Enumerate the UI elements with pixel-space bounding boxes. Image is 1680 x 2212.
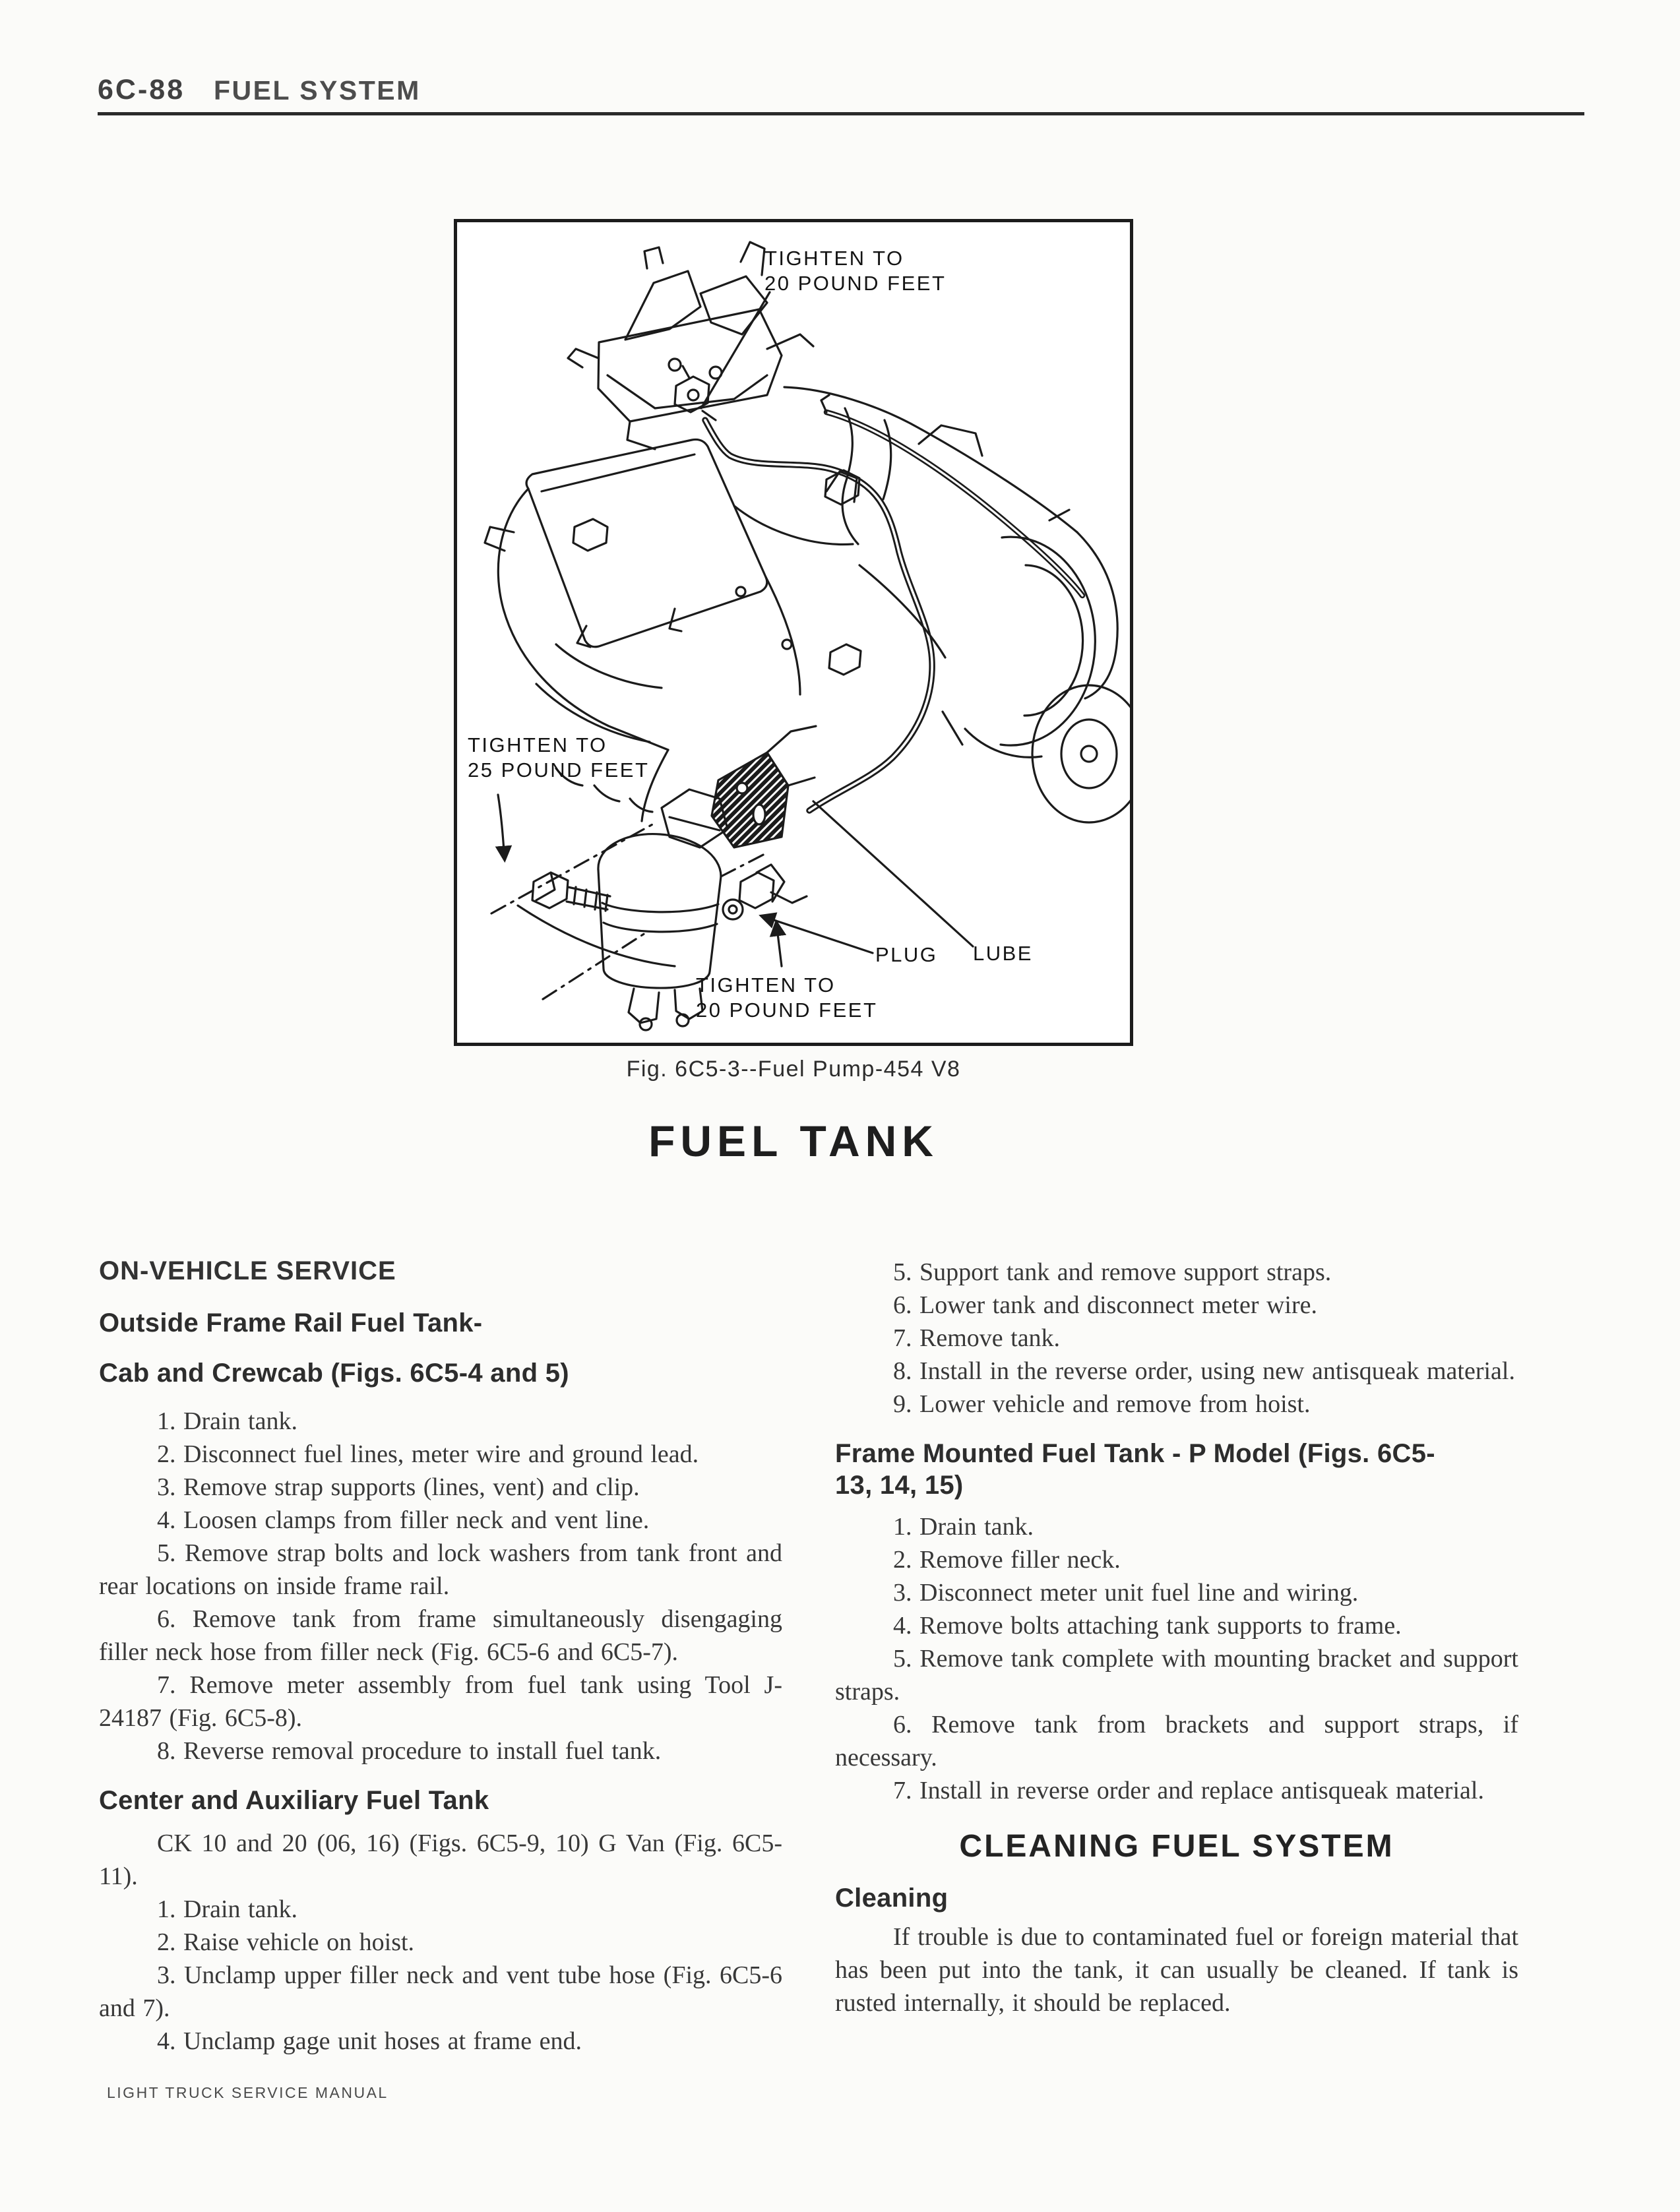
figure-label-lube: LUBE [973, 942, 1033, 965]
heading-cleaning-fuel-system: CLEANING FUEL SYSTEM [959, 1829, 1394, 1864]
footer-manual-name: LIGHT TRUCK SERVICE MANUAL [107, 2084, 389, 2101]
heading-frame-mounted-p-model [835, 1438, 1518, 1501]
header-rule [98, 112, 1584, 115]
engine-line-art-fuel-pump [457, 222, 1130, 1043]
figure-label-line: TIGHTEN TO [696, 973, 836, 997]
step-item: 5. Remove strap bolts and lock washers from tank front and rear locations on inside frame rail. [99, 1539, 782, 1600]
step-item: 7. Remove tank. [893, 1324, 1061, 1352]
figure-label-line: 20 POUND FEET [696, 998, 878, 1022]
step-item: 8. Reverse removal procedure to install fuel tank. [157, 1737, 662, 1765]
heading-on-vehicle-service: ON-VEHICLE SERVICE [99, 1256, 396, 1285]
left-column [99, 1256, 782, 2058]
figure-caption: Fig. 6C5-3--Fuel Pump-454 V8 [626, 1057, 961, 1082]
section-header: FUEL SYSTEM [214, 75, 421, 106]
step-item: 7. Install in reverse order and replace antisqueak material. [893, 1777, 1484, 1804]
figure-label-tighten-bottom [696, 973, 877, 1023]
figure-label-tighten-left [468, 733, 649, 783]
step-item: 2. Disconnect fuel lines, meter wire and ground lead. [157, 1440, 699, 1468]
step-item: 3. Remove strap supports (lines, vent) and clip. [157, 1473, 640, 1501]
figure-label-line: TIGHTEN TO [764, 247, 904, 270]
step-item: 1. Drain tank. [157, 1407, 297, 1435]
leader-left-tighten-arrow [498, 795, 505, 859]
figure-label-tighten-top [764, 246, 946, 296]
heading-cleaning: Cleaning [835, 1884, 949, 1913]
step-item: 5. Remove tank complete with mounting bracket and support straps. [835, 1645, 1518, 1705]
figure-frame [454, 219, 1133, 1046]
step-item: 4. Remove bolts attaching tank supports to frame. [893, 1612, 1402, 1640]
step-item: 8. Install in the reverse order, using new antisqueak material. [893, 1357, 1515, 1385]
step-item: 5. Support tank and remove support straps. [893, 1258, 1332, 1286]
step-item: 1. Drain tank. [893, 1513, 1034, 1541]
step-item: 1. Drain tank. [157, 1895, 297, 1923]
heading-cab-crewcab: Cab and Crewcab (Figs. 6C5-4 and 5) [99, 1359, 569, 1388]
step-item: 3. Disconnect meter unit fuel line and wiring. [893, 1579, 1359, 1607]
figure-label-plug: PLUG [875, 943, 938, 966]
intro-paragraph: CK 10 and 20 (06, 16) (Figs. 6C5-9, 10) G Van (Fig. 6C5-11). [99, 1829, 782, 1890]
page-title: FUEL TANK [648, 1117, 939, 1165]
heading-outside-frame-rail: Outside Frame Rail Fuel Tank- [99, 1308, 483, 1337]
figure-label-line: TIGHTEN TO [468, 733, 607, 756]
step-item: 6. Remove tank from frame simultaneously disengaging filler neck hose from filler neck (Fig. 6C5-6 and 6C5-7). [99, 1605, 782, 1666]
leader-bottom-tighten-arrow [776, 923, 782, 966]
step-item: 4. Loosen clamps from filler neck and vent line. [157, 1506, 650, 1534]
step-item: 9. Lower vehicle and remove from hoist. [893, 1390, 1311, 1418]
page-number: 6C-88 [98, 74, 185, 106]
leader-lube [813, 801, 973, 946]
step-item: 6. Lower tank and disconnect meter wire. [893, 1291, 1317, 1319]
step-item: 4. Unclamp gage unit hoses at frame end. [157, 2027, 582, 2055]
step-item: 2. Remove filler neck. [893, 1546, 1121, 1574]
right-column [835, 1256, 1518, 2019]
heading-line: 13, 14, 15) [835, 1471, 964, 1500]
step-item: 2. Raise vehicle on hoist. [157, 1928, 415, 1956]
step-item: 3. Unclamp upper filler neck and vent tube hose (Fig. 6C5-6 and 7). [99, 1961, 782, 2022]
step-item: 6. Remove tank from brackets and support straps, if necessary. [835, 1711, 1518, 1771]
cleaning-paragraph: If trouble is due to contaminated fuel or foreign material that has been put into the tank, it can usually be cleaned. If tank is rusted internally, it should be replaced. [835, 1923, 1518, 2017]
leader-top-tighten [701, 292, 770, 408]
figure-label-line: 20 POUND FEET [764, 272, 947, 295]
step-item: 7. Remove meter assembly from fuel tank using Tool J-24187 (Fig. 6C5-8). [99, 1671, 782, 1732]
figure-label-line: 25 POUND FEET [468, 758, 650, 782]
heading-center-auxiliary: Center and Auxiliary Fuel Tank [99, 1786, 489, 1815]
heading-line: Frame Mounted Fuel Tank - P Model (Figs. 6C5- [835, 1439, 1435, 1468]
